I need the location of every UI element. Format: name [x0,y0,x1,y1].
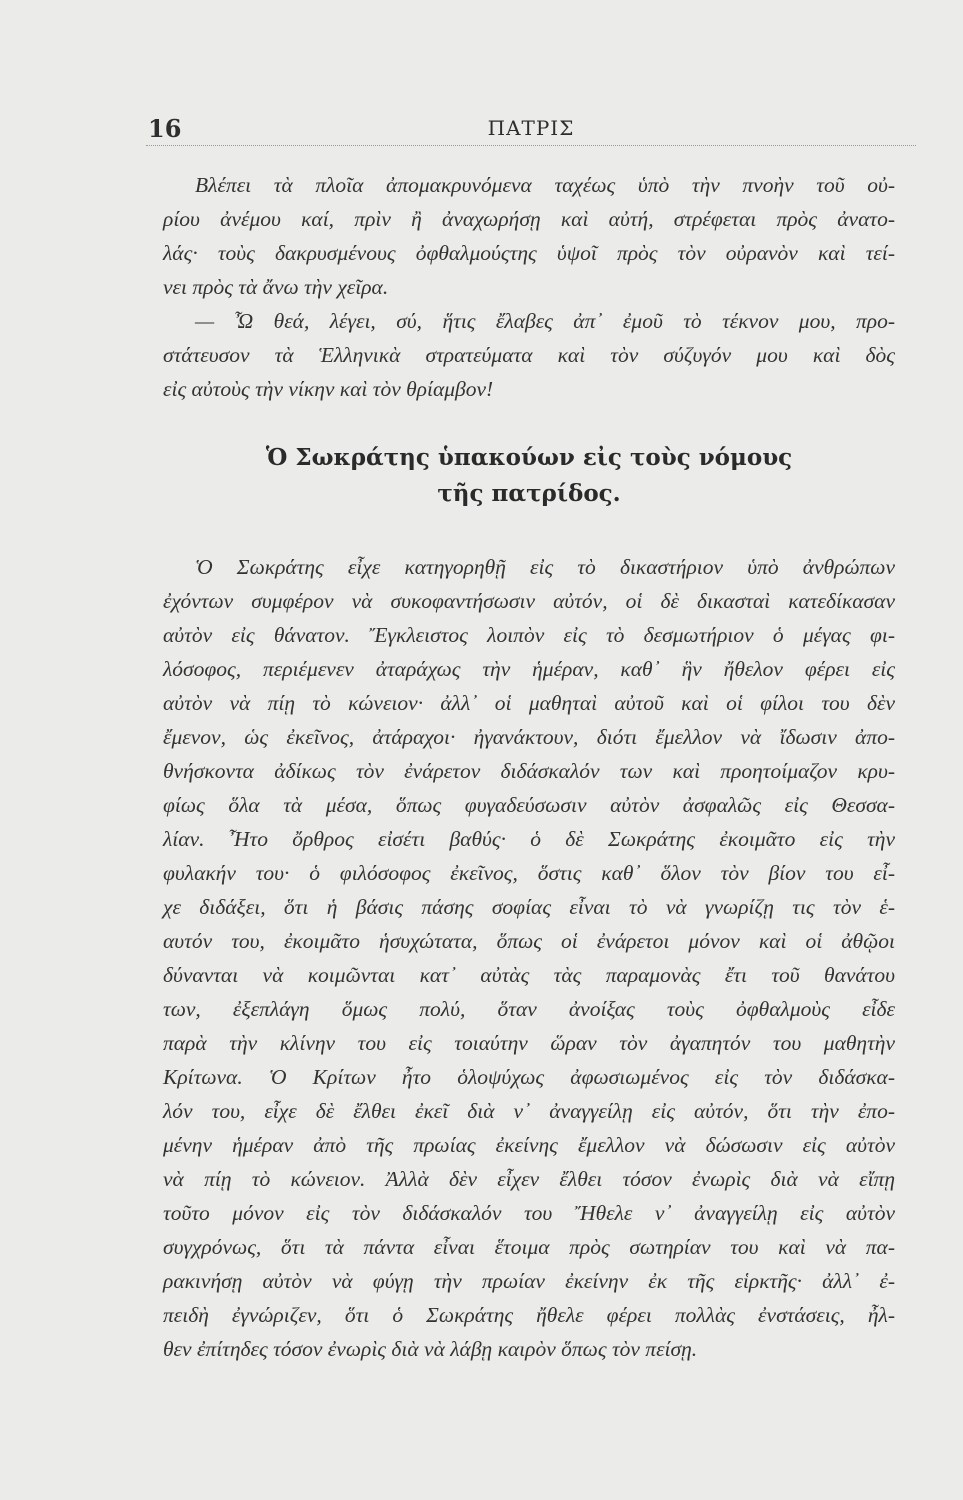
section-heading: τῆς πατρίδος. [437,480,621,507]
text-line: ἐχόντων συμφέρον νὰ συκοφαντήσωσιν αὐτόν, οἱ δὲ δικασταὶ κατεδίκασαν [163,589,895,613]
text-line: φίως ὅλα τὰ μέσα, ὅπως φυγαδεύσωσιν αὐτὸν ἀσφαλῶς εἰς Θεσσα- [163,793,895,817]
text-line: αὐτὸν εἰς θάνατον. Ἔγκλειστος λοιπὸν εἰς τὸ δεσμωτήριον ὁ μέγας φι- [163,623,895,647]
text-line: Κρίτωνα. Ὁ Κρίτων ἦτο ὁλοψύχως ἀφωσιωμένος εἰς τὸν διδάσκα- [163,1065,895,1089]
text-line: συγχρόνως, ὅτι τὰ πάντα εἶναι ἕτοιμα πρὸς σωτηρίαν του καὶ νὰ πα- [163,1235,895,1259]
text-line: των, ἐξεπλάγη ὅμως πολύ, ὅταν ἀνοίξας τοὺς ὀφθαλμοὺς εἶδε [163,997,895,1021]
text-line: Βλέπει τὰ πλοῖα ἀπομακρυνόμενα ταχέως ὑπὸ τὴν πνοὴν τοῦ οὐ- [195,173,895,197]
text-line: εἰς αὐτοὺς τὴν νίκην καὶ τὸν θρίαμβον! [163,377,494,401]
text-line: ἔμενον, ὡς ἐκεῖνος, ἀτάραχοι· ἠγανάκτουν, διότι ἔμελλον νὰ ἴδωσιν ἀπο- [163,725,895,749]
text-line: λίαν. Ἦτο ὄρθρος εἰσέτι βαθύς· ὁ δὲ Σωκράτης ἐκοιμᾶτο εἰς τὴν [163,827,895,851]
text-line: αὐτὸν νὰ πίῃ τὸ κώνειον· ἀλλ᾽ οἱ μαθηταὶ αὐτοῦ καὶ οἱ φίλοι του δὲν [163,691,895,715]
text-line: ρακινήσῃ αὐτὸν νὰ φύγῃ τὴν πρωίαν ἐκείνην ἐκ τῆς εἱρκτῆς· ἀλλ᾽ ἐ- [163,1269,895,1293]
text-line: Ὁ Σωκράτης εἶχε κατηγορηθῇ εἰς τὸ δικαστήριον ὑπὸ ἀνθρώπων [195,555,895,579]
text-line: νει πρὸς τὰ ἄνω τὴν χεῖρα. [163,275,389,299]
text-line: ρίου ἀνέμου καί, πρὶν ἢ ἀναχωρήσῃ καὶ αὐτή, στρέφεται πρὸς ἀνατο- [163,207,895,231]
text-line: λόν του, εἶχε δὲ ἔλθει ἐκεῖ διὰ ν᾽ ἀναγγείλῃ εἰς αὐτόν, ὅτι τὴν ἐπο- [163,1099,895,1123]
text-line: στάτευσον τὰ Ἑλληνικὰ στρατεύματα καὶ τὸν σύζυγόν μου καὶ δὸς [163,343,895,367]
text-line: πειδὴ ἐγνώριζεν, ὅτι ὁ Σωκράτης ἤθελε φέρει πολλὰς ἐνστάσεις, ἦλ- [163,1303,895,1327]
header-rule [146,145,916,146]
text-line: φυλακήν του· ὁ φιλόσοφος ἐκεῖνος, ὅστις καθ᾽ ὅλον τὸν βίον του εἶ- [163,861,895,885]
text-line: αυτόν του, ἐκοιμᾶτο ἡσυχώτατα, ὅπως οἱ ἐνάρετοι μόνον καὶ οἱ ἀθῷοι [163,929,895,953]
text-line: χε διδάξει, ὅτι ἡ βάσις πάσης σοφίας εἶναι τὸ νὰ γνωρίζῃ τις τὸν ἑ- [163,895,895,919]
text-line: θεν ἐπίτηδες τόσον ἐνωρὶς διὰ νὰ λάβῃ καιρὸν ὅπως τὸν πείσῃ. [163,1337,698,1361]
running-title: ΠΑΤΡΙΣ [487,116,575,140]
text-line: θνήσκοντα ἀδίκως τὸν ἐνάρετον διδάσκαλόν των καὶ προητοίμαζον κρυ- [163,759,895,783]
text-line: — Ὦ θεά, λέγει, σύ, ἥτις ἔλαβες ἀπ᾽ ἐμοῦ τὸ τέκνον μου, προ- [195,309,895,333]
text-line: λόσοφος, περιέμενεν ἀταράχως τὴν ἡμέραν, καθ᾽ ἣν ἤθελον φέρει εἰς [163,657,895,681]
text-line: δύνανται νὰ κοιμῶνται κατ᾽ αὐτὰς τὰς παραμονὰς ἔτι τοῦ θανάτου [163,963,895,987]
page-number: 16 [148,114,182,143]
section-heading: Ὁ Σωκράτης ὑπακούων εἰς τοὺς νόμους [265,444,793,471]
text-line: νὰ πίῃ τὸ κώνειον. Ἀλλὰ δὲν εἶχεν ἔλθει τόσον ἐνωρὶς διὰ νὰ εἴπῃ [163,1167,895,1191]
page-header [146,110,916,150]
text-line: παρὰ τὴν κλίνην του εἰς τοιαύτην ὥραν τὸν ἀγαπητόν του μαθητὴν [163,1031,895,1055]
text-line: λάς· τοὺς δακρυσμένους ὀφθαλμούςτης ὑψοῖ πρὸς τὸν οὐρανὸν καὶ τεί- [163,241,895,265]
text-line: τοῦτο μόνον εἰς τὸν διδάσκαλόν του Ἤθελε ν᾽ ἀναγγείλῃ εἰς αὐτὸν [163,1201,895,1225]
text-line: μένην ἡμέραν ἀπὸ τῆς πρωίας ἐκείνης ἔμελλον νὰ δώσωσιν εἰς αὐτὸν [163,1133,895,1157]
